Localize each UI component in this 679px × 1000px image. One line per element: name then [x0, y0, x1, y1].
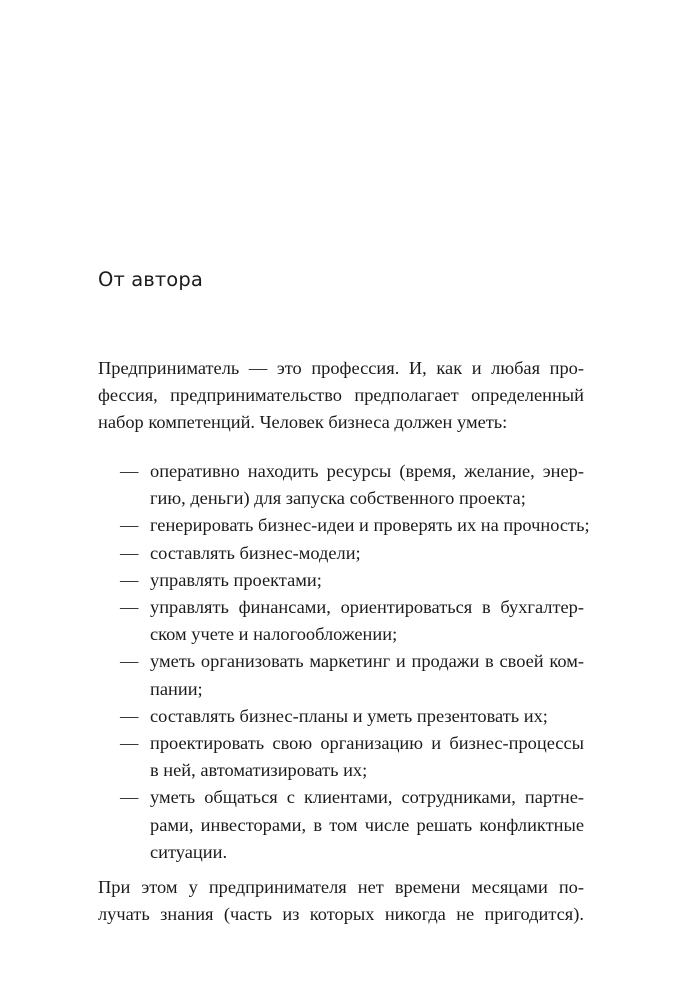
list-dash: — — [120, 651, 139, 672]
list-item — [98, 458, 584, 512]
list-item — [98, 784, 584, 866]
list-dash: — — [120, 569, 139, 590]
list-dash: — — [120, 733, 139, 754]
text-line: гию, деньги) для запуска собственного проекта; — [150, 488, 526, 509]
text-line: Предприниматель — это профессия. И, как и любая про- — [98, 358, 584, 378]
text-line: составлять бизнес-модели; — [150, 542, 361, 563]
text-line: управлять проектами; — [150, 569, 322, 590]
intro-paragraph — [98, 355, 584, 437]
list-item — [98, 540, 584, 567]
text-line: ситуации. — [150, 841, 228, 862]
list-dash: — — [120, 515, 139, 536]
text-line: управлять финансами, ориентироваться в бухгалтер- — [150, 597, 584, 618]
list-dash: — — [120, 461, 139, 481]
text-line: фессия, предпринимательство предполагает определенный — [98, 385, 584, 406]
text-line: лучать знания (часть из которых никогда не пригодится). — [98, 904, 584, 925]
list-dash: — — [120, 542, 139, 563]
list-item — [98, 594, 584, 648]
list-item — [98, 512, 590, 539]
list-dash: — — [120, 705, 139, 726]
text-line: При этом у предпринимателя нет времени месяцами по- — [98, 877, 584, 897]
section-heading: От автора — [98, 268, 203, 291]
list-item — [98, 567, 584, 594]
text-line: в ней, автоматизировать их; — [150, 760, 368, 781]
competencies-list — [98, 458, 590, 866]
list-item — [98, 703, 584, 730]
text-line: ском учете и налогообложении; — [150, 624, 398, 645]
list-dash: — — [120, 787, 139, 808]
text-line: уметь организовать маркетинг и продажи в своей ком- — [150, 651, 584, 672]
text-line: рами, инвесторами, в том числе решать конфликтные — [150, 814, 584, 835]
text-line: проектировать свою организацию и бизнес-процессы — [150, 733, 584, 754]
text-line: пании; — [150, 678, 203, 699]
text-line: генерировать бизнес-идеи и проверять их на прочность; — [150, 515, 590, 536]
list-item — [98, 730, 584, 784]
list-dash: — — [120, 597, 139, 618]
text-line: оперативно находить ресурсы (время, желание, энер- — [150, 461, 584, 481]
text-line: составлять бизнес-планы и уметь презентовать их; — [150, 705, 548, 726]
text-line: уметь общаться с клиентами, сотрудниками, партне- — [150, 787, 584, 808]
text-line: набор компетенций. Человек бизнеса должен уметь: — [98, 412, 508, 433]
list-item — [98, 648, 584, 702]
closing-paragraph — [98, 874, 584, 928]
